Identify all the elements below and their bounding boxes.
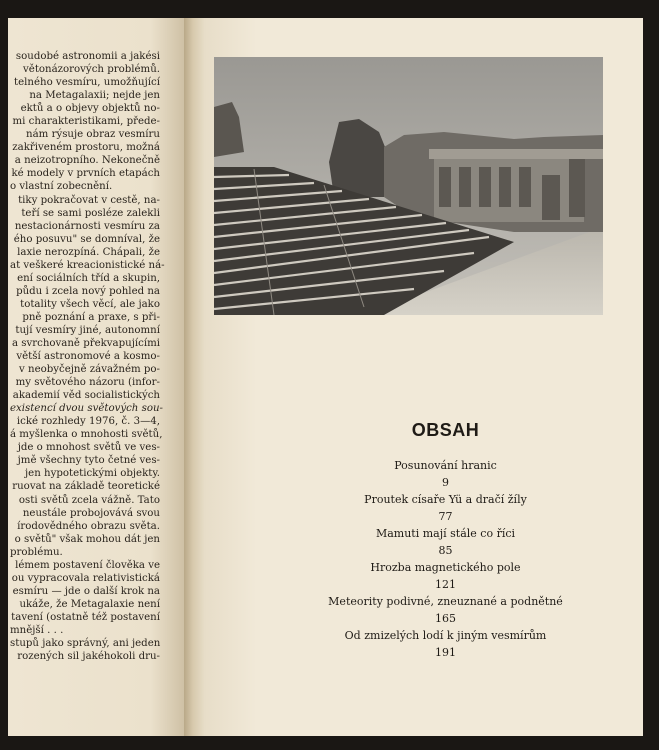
text-line: ukáže, že Metagalaxie není <box>19 598 160 610</box>
text-line: stupů jako správný, ani jeden <box>10 638 161 650</box>
text-line: pně poznání a praxe, s při- <box>22 311 160 323</box>
ruins-photograph <box>214 57 603 315</box>
toc-entry <box>304 457 587 491</box>
text-line: írodovědného obrazu světa. <box>17 520 160 532</box>
text-line: jen hypotetickými objekty. <box>25 468 160 480</box>
toc-entry <box>304 559 587 593</box>
text-line: soudobé astronomii a jakési <box>15 51 160 62</box>
text-line: tiky pokračovat v cestě, na- <box>18 194 160 206</box>
text-line: ou vypracovala relativistická <box>11 572 160 584</box>
left-page <box>8 18 186 736</box>
text-line: nestacionárnosti vesmíru za <box>14 220 160 232</box>
book-spread <box>8 18 643 736</box>
text-column-bottom <box>10 350 163 663</box>
text-line: ení sociálních tříd a skupin, <box>17 272 160 284</box>
text-line: a svrchovaně překvapujícími <box>11 338 160 350</box>
toc-entry-page: 85 <box>438 544 453 557</box>
text-line: větonázorových problémů. <box>23 64 160 76</box>
text-line: totality všech věcí, ale jako <box>20 298 160 310</box>
text-line: ké modely v prvních etapách <box>11 168 160 180</box>
toc-entry-page: 191 <box>435 646 456 659</box>
text-line: jde o mnohost světů ve ves- <box>17 442 160 454</box>
text-line: rozených sil jakéhokoli dru- <box>17 651 160 663</box>
text-line: na Metagalaxii; nejde jen <box>29 90 160 102</box>
text-line: ého posuvu" se domníval, že <box>13 233 160 245</box>
text-line: mi charakteristikami, přede- <box>12 116 160 128</box>
text-line: existencí dvou světových sou- <box>10 403 163 415</box>
text-line: ruovat na základě teoretické <box>12 481 160 493</box>
toc-entry-title: Od zmizelých lodí k jiným vesmírům <box>344 629 547 642</box>
text-line: teří se sami posléze zalekli <box>21 207 160 219</box>
text-line: laxie nerozpíná. Chápali, že <box>17 246 160 258</box>
toc-entry <box>304 491 587 525</box>
table-of-contents <box>304 420 587 661</box>
text-line: zakřiveném prostoru, možná <box>12 142 160 154</box>
text-line: á myšlenka o mnohosti světů, <box>10 429 163 441</box>
toc-entry-page: 77 <box>438 510 453 523</box>
text-line: ektů a o objevy objektů no- <box>20 103 160 115</box>
toc-entry-page: 121 <box>435 578 456 591</box>
toc-entry-title: Posunování hranic <box>394 459 497 472</box>
text-line: větší astronomové a kosmo- <box>16 351 160 362</box>
text-column-top <box>10 50 165 350</box>
toc-entry-page: 165 <box>435 612 456 625</box>
text-line: problému. <box>10 546 63 558</box>
text-line: mnější . . . <box>10 624 64 636</box>
text-line: v neobyčejně závažném po- <box>19 364 160 376</box>
text-line: neustále probojovává svou <box>22 507 160 519</box>
text-line: tují vesmíry jiné, autonomní <box>15 324 160 336</box>
text-line: a neizotropního. Nekonečně <box>14 155 160 167</box>
text-line: telného vesmíru, umožňující <box>14 77 160 89</box>
text-line: esmíru — jde o další krok na <box>12 585 160 597</box>
text-line: my světového názoru (infor- <box>15 377 160 389</box>
toc-entry-page: 9 <box>442 476 449 489</box>
toc-entry-title: Hrozba magnetického pole <box>370 561 521 574</box>
text-line: jmě všechny tyto četné ves- <box>17 455 160 467</box>
toc-title: OBSAH <box>411 420 480 440</box>
book-gutter <box>184 18 204 736</box>
toc-entry-title: Meteority podivné, zneuznané a podnětné <box>328 595 563 608</box>
toc-entry-title: Mamuti mají stále co říci <box>375 527 516 540</box>
toc-entry <box>304 525 587 559</box>
text-line: ické rozhledy 1976, č. 3—4, <box>16 416 160 428</box>
right-page <box>204 18 643 736</box>
text-line: půdu i zcela nový pohled na <box>16 285 160 297</box>
text-line: o světů" však mohou dát jen <box>14 533 160 545</box>
text-line: o vlastní zobecnění. <box>10 181 113 193</box>
text-line: tavení (ostatně též postavení <box>11 611 160 623</box>
text-line: osti světů zcela vážně. Tato <box>18 494 160 506</box>
text-line: nám rýsuje obraz vesmíru <box>26 129 160 141</box>
toc-entry-title: Proutek císaře Yü a dračí žíly <box>364 493 527 506</box>
text-line: lémem postavení člověka ve <box>15 559 160 571</box>
toc-entry <box>304 593 587 627</box>
text-line: at veškeré kreacionistické ná- <box>10 259 165 271</box>
toc-entry <box>304 627 587 661</box>
amphitheatre-ruins-image <box>214 57 603 315</box>
text-line: akademií věd socialistických <box>12 390 160 402</box>
